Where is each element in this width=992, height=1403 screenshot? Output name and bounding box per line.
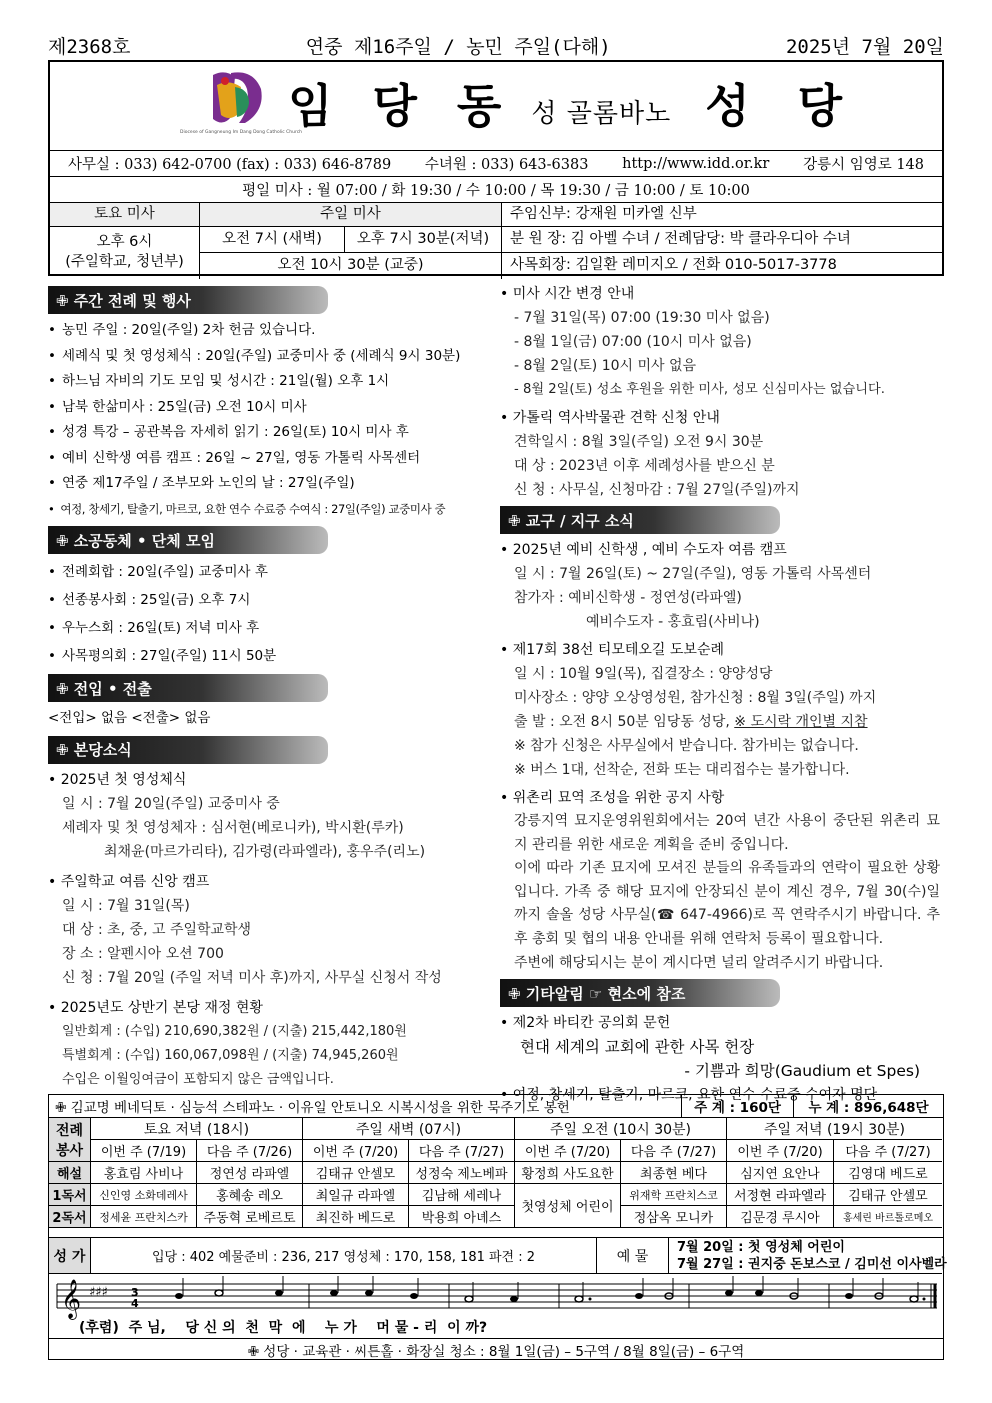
nuns: 분 원 장: 김 아벨 수녀 / 전례담당: 박 클라우디아 수녀: [502, 227, 942, 253]
week-header: 이번 주 (7/20): [727, 1140, 834, 1162]
list-item: • 여정, 창세기, 탈출기, 마르코, 요한 연수 수료증 수여식 : 27일(주일) 교중미사 중: [48, 501, 446, 516]
group-header: 토요 저녁 (18시): [91, 1118, 303, 1140]
pastor: 주임신부: 강재원 미카엘 신부: [502, 203, 942, 227]
weekday-mass-text: 평일 미사 : 월 07:00 / 화 19:30 / 수 10:00 / 목 19:30 / 금 10:00 / 토 10:00: [242, 183, 750, 199]
cemetery-para-3: 주변에 해당되시는 분이 계시다면 널리 알려주시기 바랍니다.: [514, 954, 884, 971]
list-item: • 전례회합 : 20일(주일) 교중미사 후: [48, 564, 268, 580]
list-item: • 성경 특강 – 공관복음 자세히 읽기 : 26일(토) 10시 미사 후: [48, 424, 409, 440]
week-header: 다음 주 (7/27): [621, 1140, 727, 1162]
svg-text:Diocese of Gangneung Im Dang D: Diocese of Gangneung Im Dang Dong Catholic Church: [179, 130, 303, 135]
sun-dawn-mass: 오전 7시 (새벽): [200, 227, 345, 253]
diocese-camp-title: • 2025년 예비 신학생 , 예비 수도자 여름 캠프: [500, 542, 787, 558]
parish-header: ✙ 본당소식: [48, 736, 328, 764]
list-item: • 하느님 자비의 기도 모임 및 성시간 : 21일(월) 오후 1시: [48, 373, 390, 389]
week-header: 이번 주 (7/20): [303, 1140, 409, 1162]
church-name-1: 임 당 동: [288, 79, 514, 133]
table-cell: 최일규 라파엘: [303, 1184, 409, 1206]
group-header: 주일 저녁 (19시 30분): [727, 1118, 942, 1140]
rosary-text: ✙ 김교명 베네딕토 · 심능석 스테파노 · 이유일 안토니오 시복시성을 위한 묵주기도 봉헌: [55, 1100, 570, 1116]
museum-target: 대 상 : 2023년 이후 세례성사를 받으신 분: [514, 458, 775, 474]
church-name-2: 성 당: [705, 79, 859, 133]
rosary-weekly-total: 주 계 : 160단: [681, 1095, 793, 1117]
communion-date: 일 시 : 7월 20일(주일) 교중미사 중: [62, 795, 280, 812]
right-column: [500, 282, 940, 1107]
table-cell: 김문경 루시아: [727, 1206, 834, 1228]
cemetery-para-1: 강릉지역 묘지운영위원회에서는 20여 년간 사용이 중단된 위촌리 묘지 관리를 위한 새로운 계획을 준비 중입니다.: [514, 813, 940, 853]
week-header: 다음 주 (7/27): [834, 1140, 942, 1162]
document-subtitle: 현대 세계의 교회에 관한 사목 헌장: [520, 1038, 755, 1057]
table-cell: 정삼옥 모니카: [621, 1206, 727, 1228]
table-cell: 위재학 프란치스코: [621, 1184, 727, 1206]
group-header: 주일 새벽 (07시): [303, 1118, 515, 1140]
patron-saint: 성 골롬바노: [531, 99, 672, 129]
sun-main-mass: 오전 10시 30분 (교중): [200, 253, 502, 279]
hymn-label: 성 가: [49, 1238, 91, 1274]
table-cell: 김태규 안셀모: [834, 1184, 942, 1206]
table-cell: 최진하 베드로: [303, 1206, 409, 1228]
camp-target: 대 상 : 초, 중, 고 주일학교학생: [62, 921, 252, 938]
schedule-item: - 8월 2일(토) 성소 후원을 위한 미사, 성모 신심미사는 없습니다.: [514, 382, 885, 397]
hymn-numbers: 입당 : 402 예물준비 : 236, 217 영성체 : 170, 158, 181 파견 : 2: [91, 1238, 597, 1274]
sat-mass-header: 토요 미사: [50, 203, 200, 227]
list-item: • 우누스회 : 26일(토) 저녁 미사 후: [48, 620, 260, 636]
liturgy-service-table: [48, 1118, 944, 1238]
finance-title: • 2025년도 상반기 본당 재정 현황: [48, 999, 263, 1016]
list-item: • 연중 제17주일 / 조부모와 노인의 날 : 27일(주일): [48, 475, 355, 491]
convent-phone: 수녀원 : 033) 643-6383: [424, 157, 589, 173]
office-phone: 사무실 : 033) 642-0700 (fax) : 033) 646-8789: [68, 157, 392, 173]
schedule-item: - 8월 1일(금) 07:00 (10시 미사 없음): [514, 334, 752, 350]
table-cell: 박용희 아녜스: [409, 1206, 515, 1228]
list-item: • 사목평의회 : 27일(주일) 11시 50분: [48, 648, 277, 664]
table-cell: 황정희 사도요한: [515, 1162, 621, 1184]
svg-text:4: 4: [131, 1297, 139, 1310]
hymn-lyrics: (후렴) 주 님, 당 신 의 천 막 에 누 가 머 물 - 리 이 까?: [79, 1320, 488, 1336]
website-link[interactable]: http://www.idd.or.kr: [622, 155, 770, 172]
service-header: 전례 봉사: [49, 1118, 91, 1162]
table-cell: 심지연 요안나: [727, 1162, 834, 1184]
etc-header: ✙ 기타알림 ☞ 현소에 참조: [500, 979, 780, 1007]
pilgrimage-date: 일 시 : 10월 9일(목), 집결장소 : 양양성당: [514, 666, 773, 682]
table-cell: 홍효림 사비나: [91, 1162, 197, 1184]
list-item: • 농민 주일 : 20일(주일) 2차 헌금 있습니다.: [48, 322, 316, 338]
certificate-list: • 여정, 창세기, 탈출기, 마르코, 요한 연수 수료증 수여자 명단: [500, 1087, 878, 1104]
communion-names-2: 최채윤(마르가리타), 김가령(라파엘라), 홍우주(리노): [104, 843, 426, 860]
week-header: 다음 주 (7/26): [197, 1140, 303, 1162]
diocese-camp-p1: 참가자 : 예비신학생 - 정연성(라파엘): [514, 590, 742, 606]
camp-title: • 주일학교 여름 신앙 캠프: [48, 873, 210, 890]
music-staff: [49, 1274, 942, 1338]
sharp-icon: ♯♯♯: [89, 1285, 108, 1300]
issue-number: 제2368호: [48, 35, 131, 58]
list-item: • 선종봉사회 : 25일(금) 오후 7시: [48, 592, 251, 608]
table-cell: 최종현 베다: [621, 1162, 727, 1184]
role-label: 2독서: [49, 1206, 91, 1228]
list-item: • 예비 신학생 여름 캠프 : 26일 ~ 27일, 영동 가톨릭 사목센터: [48, 449, 421, 466]
cemetery-title: • 위촌리 묘역 조성을 위한 공지 사항: [500, 790, 725, 806]
sat-time: 오후 6시: [96, 234, 153, 251]
church-logo-icon: [179, 67, 303, 137]
cemetery-para-2: 이에 따라 기존 묘지에 모셔진 분들의 유족들과의 연락이 필요한 상황입니다. 가족 중 해당 묘지에 안장되신 분이 계신 경우, 7월 30(수)일까지 솔올 성당 사무실(☎ 647-4966)로 꼭 연락주시기 바랍니다. 추후 총회 및 협의 내용 안내를 위해 연락처 등록이 필요합니다.: [514, 860, 940, 947]
table-cell: 김남해 세레나: [409, 1184, 515, 1206]
table-cell: 정연성 라파엘: [197, 1162, 303, 1184]
table-cell: 김영대 베드로: [834, 1162, 942, 1184]
issue-date: 2025년 7월 20일: [785, 35, 944, 58]
table-cell: 홍혜송 레오: [197, 1184, 303, 1206]
week-header: 이번 주 (7/19): [91, 1140, 197, 1162]
camp-apply: 신 청 : 7월 20일 (주일 저녁 미사 후)까지, 사무실 신청서 작성: [62, 969, 442, 986]
diocese-camp-date: 일 시 : 7월 26일(토) ~ 27일(주일), 영동 가톨릭 사목센터: [514, 566, 872, 582]
cleaning-notice: ✙ 성당 · 교육관 · 씨튼홀 · 화장실 청소 : 8월 1일(금) – 5구역 / 8월 8일(금) – 6구역: [48, 1338, 944, 1360]
table-cell: 신인영 소화데레사: [91, 1184, 197, 1206]
camp-place: 장 소 : 알펜시아 오션 700: [62, 945, 224, 962]
svg-text:3: 3: [131, 1286, 139, 1299]
liturgical-day: 연중 제16주일 / 농민 주일(다해): [305, 35, 611, 58]
finance-note: 수입은 이월잉여금이 포함되지 않은 금액입니다.: [62, 1071, 334, 1087]
schedule-item: - 7월 31일(목) 07:00 (19:30 미사 없음): [514, 310, 770, 326]
schedule-item: - 8월 2일(토) 10시 미사 없음: [514, 358, 697, 374]
mass-table: [50, 202, 942, 278]
camp-date: 일 시 : 7월 31일(목): [62, 897, 190, 914]
role-label: 1독서: [49, 1184, 91, 1206]
church-title: [288, 70, 858, 136]
museum-date: 견학일시 : 8월 3일(주일) 오전 9시 30분: [514, 434, 764, 450]
list-item: • 세례식 및 첫 영성체식 : 20일(주일) 교중미사 중 (세례식 9시 30분): [48, 347, 461, 364]
diocese-header: ✙ 교구 / 지구 소식: [500, 506, 780, 534]
address: 강릉시 임영로 148: [803, 157, 924, 173]
sun-evening-mass: 오후 7시 30분(저녁): [345, 227, 502, 253]
finance-special: 특별회계 : (수입) 160,067,098원 / (지출) 74,945,260원: [62, 1047, 399, 1063]
table-cell: 성정숙 제노베파: [409, 1162, 515, 1184]
masthead-line: [48, 30, 944, 60]
pilgrimage-note-2: ※ 버스 1대, 선착순, 전화 또는 대리접수는 불가합니다.: [514, 762, 850, 778]
treble-clef-icon: 𝄞: [61, 1279, 82, 1319]
sat-mass-time: [50, 227, 200, 279]
rosary-cumulative-total: 누 계 : 896,648단: [793, 1095, 943, 1117]
table-cell: 김태규 안셀모: [303, 1162, 409, 1184]
pilgrimage-depart: 출 발 : 오전 8시 50분 임당동 성당, ※ 도시락 개인별 지참: [514, 714, 868, 730]
schedule-title: • 미사 시간 변경 안내: [500, 286, 635, 302]
week-header: 이번 주 (7/20): [515, 1140, 621, 1162]
pilgrimage-note: ※ 참가 신청은 사무실에서 받습니다. 참가비는 없습니다.: [514, 738, 859, 754]
communion-title: • 2025년 첫 영성체식: [48, 771, 187, 788]
pilgrimage-title: • 제17회 38선 티모테오길 도보순례: [500, 642, 724, 658]
weekly-list: [48, 318, 488, 522]
contact-row: [50, 150, 942, 176]
weekly-header: ✙ 주간 전례 및 행사: [48, 286, 328, 314]
pilgrimage-place: 미사장소 : 양양 오상영성원, 참가신청 : 8월 3일(주일) 까지: [514, 690, 877, 706]
first-communion-cell: 첫영성체 어린이: [515, 1184, 621, 1228]
rosary-prayer-row: [48, 1094, 944, 1118]
finance-general: 일반회계 : (수입) 210,690,382원 / (지출) 215,442,180원: [62, 1023, 407, 1039]
role-label: 해설: [49, 1162, 91, 1184]
weekday-mass-row: [50, 176, 942, 202]
offering-list: 7월 20일 : 첫 영성체 어린이 7월 27일 : 권지중 돈보스코 / 김미선 이사벨라: [669, 1238, 942, 1274]
sat-note: (주일학교, 청년부): [65, 254, 184, 270]
museum-title: • 가톨릭 역사박물관 견학 신청 안내: [500, 410, 720, 426]
museum-apply: 신 청 : 사무실, 신청마감 : 7월 27일(주일)까지: [514, 482, 800, 498]
communion-names: 세례자 및 첫 영성체자 : 심서현(베로니카), 박시환(루카): [62, 819, 404, 836]
sun-mass-header: 주일 미사: [200, 203, 502, 227]
transfer-text: <전입> 없음 <전출> 없음: [48, 710, 211, 726]
document-title: • 제2차 바티칸 공의회 문헌: [500, 1015, 671, 1032]
groups-header: ✙ 소공동체 • 단체 모임: [48, 526, 328, 554]
week-header: 다음 주 (7/27): [409, 1140, 515, 1162]
table-cell: 주동혁 로베르토: [197, 1206, 303, 1228]
group-header: 주일 오전 (10시 30분): [515, 1118, 727, 1140]
table-cell: 홍세린 바르톨로메오: [834, 1206, 942, 1228]
document-name: - 기쁨과 희망(Gaudium et Spes): [684, 1062, 920, 1081]
offering-label: 예 물: [597, 1238, 669, 1274]
table-cell: 정세윤 프란치스카: [91, 1206, 197, 1228]
left-column: [48, 282, 488, 1092]
pastoral-council: 사목회장: 김일환 레미지오 / 전화 010-5017-3778: [510, 257, 837, 274]
diocese-camp-p2: 예비수도자 - 홍효림(사비나): [586, 614, 760, 630]
table-cell: 서정현 라파엘라: [727, 1184, 834, 1206]
list-item: • 남북 한삶미사 : 25일(금) 오전 10시 미사: [48, 398, 307, 415]
church-header: [48, 60, 944, 276]
transfer-header: ✙ 전입 • 전출: [48, 674, 328, 702]
